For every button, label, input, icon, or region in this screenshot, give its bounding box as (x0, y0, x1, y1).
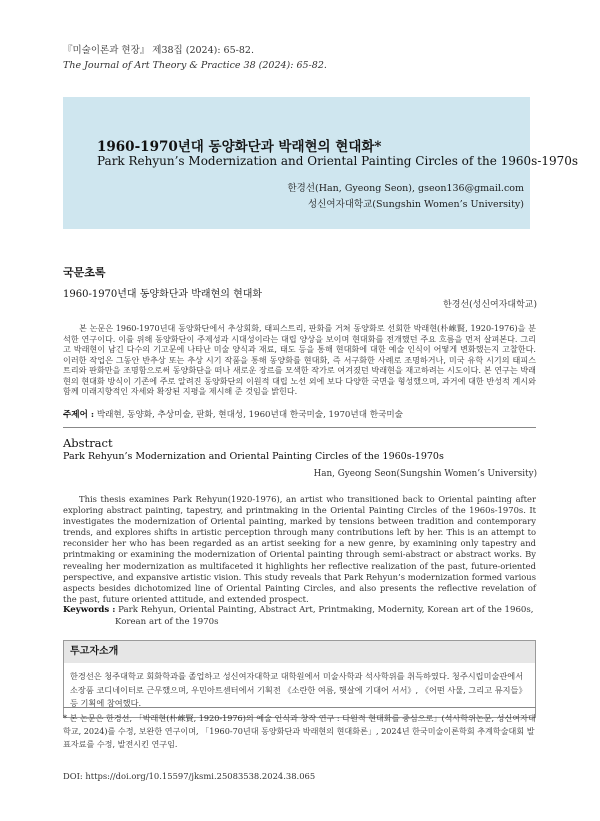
abstract-ko-byline: 한경선(성신여자대학교) (443, 300, 537, 310)
abstract-en-body: This thesis examines Park Rehyun(1920-1976), an artist who transitioned back to Oriental painting after exploring abstract painting, tapestry, and printmaking in the Oriental Painting Circles of the 1960s-1970s. It investigates the modernization of Oriental painting, marked by tensions between tradition and contemporary trends, and explores shifts in artistic perception through many contributions left by her. This is an attempt to reconsider her who has been regarded as an artist seeking for a new genre, by examining only tapestry and printmaking or examining the modernization of Oriental painting through semi-abstract or abstract works. By revealing her modernization as multifaceted it highlights her reflective realization of the past, future-oriented perspective, and expansive artistic vision. This study reveals that Park Rehyun’s modernization formed various aspects besides dichotomized line of Oriental Painting Circles, and also presents the reflective revelation of the past, future oriented attitude, and extended prospect. (63, 494, 536, 604)
paper-title-ko: 1960-1970년대 동양화단과 박래현의 현대화* (97, 139, 382, 155)
footnote: * 본 논문은 한경선, 「박래현(朴崍賢, 1920-1976)의 예술 인식과 창작 연구 : 다원적 현대화를 중심으로」(석사학위논문, 성신여자대학교, 2024)를 수정, 보완한 연구이며, 「1960-70년대 동양화단과 박래현의 현대화론」, 2024년 한국미술이론학회 추계학술대회 발표자료를 수정, 발전시킨 연구임. (63, 713, 536, 749)
title-box (63, 97, 579, 229)
abstract-en-byline: Han, Gyeong Seon(Sungshin Women’s University) (313, 469, 537, 479)
journal-citation-en: The Journal of Art Theory & Practice 38 (2024): 65-82. (63, 60, 327, 71)
abstract-ko-title: 1960-1970년대 동양화단과 박래현의 현대화 (63, 289, 263, 300)
abstract-en-keywords (63, 604, 536, 628)
affiliation-line: 성신여자대학교(Sungshin Women’s University) (308, 199, 524, 210)
doi-line: DOI: https://doi.org/10.15597/jksmi.25083538.2024.38.065 (63, 771, 316, 781)
keywords-en-label: Keywords : (63, 605, 116, 615)
abstract-ko-body: 본 논문은 1960-1970년대 동양화단에서 추상회화, 태피스트리, 판화를 거쳐 동양화로 선회한 박래현(朴崍賢, 1920-1976)을 분석한 연구이다. 이를 위해 동양화단이 주제성과 시대성이라는 대립 양상을 보이며 현대화를 전개했던 주요 흐름을 먼저 살펴본다. 그리고 박래현이 남긴 다수의 기고문에 나타난 미술 양식과 재료, 태도 등을 통해 현대화에 대한 예술 인식이 어떻게 변화했는지 고찰한다. 이러한 작업은 그동안 반추상 또는 추상 시기 작품을 통해 동양화를 현대화, 즉 서구화한 사례로 조명하거나, 미국 유학 시기의 태피스트리와 판화만을 조명함으로써 동양화단을 떠나 새로운 장르를 모색한 작가로 여겨졌던 박래현을 재고하려는 시도이다. 본 연구는 박래현의 현대화 방식이 기존에 주로 알려진 동양화단의 이원적 대립 노선 외에 보다 다양한 국면을 형성했으며, 과거에 대한 반성적 계시와 함께 미래지향적인 자세와 확장된 지평을 제시해 준 것임을 밝힌다. (63, 323, 537, 396)
contributor-box (63, 640, 536, 718)
keywords-ko-text: 박래현, 동양화, 추상미술, 판화, 현대성, 1960년대 한국미술, 1970년대 한국미술 (96, 410, 403, 420)
paper-title-en: Park Rehyun’s Modernization and Oriental Painting Circles of the 1960s-1970s (97, 154, 579, 168)
footnote-divider (63, 707, 536, 708)
abstract-ko-keywords (63, 408, 536, 420)
contributor-heading: 투고자소개 (64, 641, 535, 663)
abstract-en-heading: Abstract (63, 436, 113, 450)
keywords-en-text: Park Rehyun, Oriental Painting, Abstract Art, Printmaking, Modernity, Korean art of the 1960s, Korean art of the 1970s (115, 605, 534, 627)
abstract-en-title: Park Rehyun’s Modernization and Oriental Painting Circles of the 1960s-1970s (63, 451, 444, 462)
divider (63, 427, 536, 428)
journal-citation-ko: 『미술이론과 현장』 제38집 (2024): 65-82. (63, 45, 254, 56)
contributor-body: 한경선은 청주대학교 회화학과를 졸업하고 성신여자대학교 대학원에서 미술사학과 석사학위를 취득하였다. 청주시립미술관에서 소장품 코디네이터로 근무했으며, 우민아트센터에서 기획전 《소란한 여름, 햇살에 기대어 서서》, 《어떤 사물, 그리고 뮤지들》 등 기획에 참여했다. (70, 671, 527, 708)
keywords-ko-label: 주제어 : (63, 410, 95, 420)
abstract-ko-heading: 국문초록 (63, 266, 106, 279)
journal-citation (63, 43, 327, 73)
author-line: 한경선(Han, Gyeong Seon), gseon136@gmail.com (287, 183, 524, 194)
